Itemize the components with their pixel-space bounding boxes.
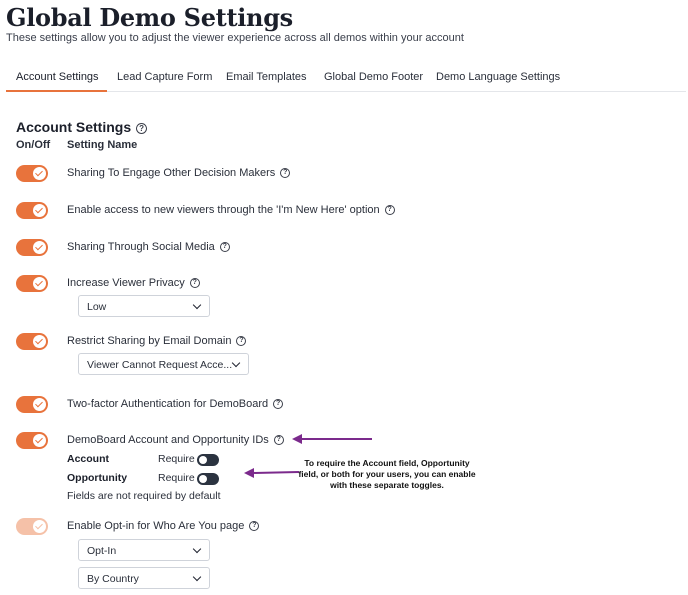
annotation-text: To require the Account field, Opportunity field, or both for your users, you can enable with these separate toggles. [298, 458, 476, 490]
help-icon[interactable]: ? [249, 521, 259, 531]
tab-demo-language-settings[interactable]: Demo Language Settings [436, 71, 561, 83]
toggle-sharing-decision-makers[interactable] [16, 165, 48, 182]
help-icon[interactable]: ? [273, 399, 283, 409]
help-icon[interactable]: ? [136, 123, 147, 134]
help-icon[interactable]: ? [385, 205, 395, 215]
tab-lead-capture-form[interactable]: Lead Capture Form [117, 71, 213, 83]
account-field-label: Account [67, 453, 109, 465]
toggle-knob [199, 475, 207, 483]
opportunity-field-label: Opportunity [67, 472, 128, 484]
toggle-check-icon [33, 241, 46, 254]
account-require-label: Require [158, 453, 195, 465]
toggle-two-factor-auth[interactable] [16, 396, 48, 413]
column-header-setting-name: Setting Name [67, 139, 138, 151]
column-header-onoff: On/Off [16, 139, 51, 151]
tab-email-templates[interactable]: Email Templates [226, 71, 307, 83]
toggle-check-icon [33, 434, 46, 447]
chevron-down-icon [232, 359, 240, 367]
setting-label: Enable access to new viewers through the 'I'm New Here' option [67, 204, 380, 216]
chevron-down-icon [193, 301, 201, 309]
opt-in-select[interactable] [78, 539, 210, 561]
toggle-restrict-email-domain[interactable] [16, 333, 48, 350]
setting-label: Restrict Sharing by Email Domain [67, 335, 232, 347]
toggle-knob [199, 456, 207, 464]
toggle-check-icon [33, 335, 46, 348]
section-title [16, 119, 147, 135]
help-icon[interactable]: ? [274, 435, 284, 445]
chevron-down-icon [193, 545, 201, 553]
help-icon[interactable]: ? [280, 168, 290, 178]
select-value: Viewer Cannot Request Acce... [87, 359, 233, 371]
toggle-im-new-here[interactable] [16, 202, 48, 219]
select-value: By Country [87, 573, 139, 585]
help-icon[interactable]: ? [220, 242, 230, 252]
setting-social-media [67, 241, 230, 253]
toggle-opt-in-who-are-you[interactable] [16, 518, 48, 535]
setting-two-factor-auth [67, 398, 283, 410]
setting-opt-in-who-are-you [67, 520, 259, 532]
setting-sharing-decision-makers [67, 167, 290, 179]
annotation-arrow-icon [242, 466, 302, 480]
setting-im-new-here [67, 204, 395, 216]
select-value: Opt-In [87, 545, 117, 557]
toggle-check-icon [33, 398, 46, 411]
setting-label: Two-factor Authentication for DemoBoard [67, 398, 269, 410]
setting-account-opportunity-ids [67, 434, 284, 446]
tab-global-demo-footer[interactable]: Global Demo Footer [324, 71, 424, 83]
country-select[interactable] [78, 567, 210, 589]
toggle-check-icon [33, 167, 46, 180]
page-title: Global Demo Settings [6, 3, 293, 32]
setting-label: Sharing Through Social Media [67, 241, 215, 253]
setting-viewer-privacy [67, 277, 200, 289]
fields-note: Fields are not required by default [67, 490, 221, 502]
help-icon[interactable]: ? [236, 336, 246, 346]
annotation-arrow-icon [290, 432, 375, 446]
opportunity-require-toggle[interactable] [197, 473, 219, 485]
toggle-check-icon [33, 520, 46, 533]
page-subtitle: These settings allow you to adjust the viewer experience across all demos within your account [6, 32, 464, 44]
setting-label: Increase Viewer Privacy [67, 277, 185, 289]
opportunity-require-label: Require [158, 472, 195, 484]
chevron-down-icon [193, 573, 201, 581]
toggle-check-icon [33, 277, 46, 290]
setting-restrict-email-domain [67, 335, 246, 347]
select-value: Low [87, 301, 107, 313]
toggle-social-media[interactable] [16, 239, 48, 256]
account-require-toggle[interactable] [197, 454, 219, 466]
setting-label: DemoBoard Account and Opportunity IDs [67, 434, 269, 446]
toggle-viewer-privacy[interactable] [16, 275, 48, 292]
toggle-check-icon [33, 204, 46, 217]
setting-label: Sharing To Engage Other Decision Makers [67, 167, 276, 179]
email-domain-select[interactable] [78, 353, 249, 375]
help-icon[interactable]: ? [190, 278, 200, 288]
viewer-privacy-select[interactable] [78, 295, 210, 317]
tab-account-settings[interactable]: Account Settings [6, 63, 107, 92]
setting-label: Enable Opt-in for Who Are You page [67, 520, 245, 532]
settings-tabs [6, 63, 686, 92]
section-title-text: Account Settings [16, 119, 132, 135]
toggle-account-opportunity-ids[interactable] [16, 432, 48, 449]
